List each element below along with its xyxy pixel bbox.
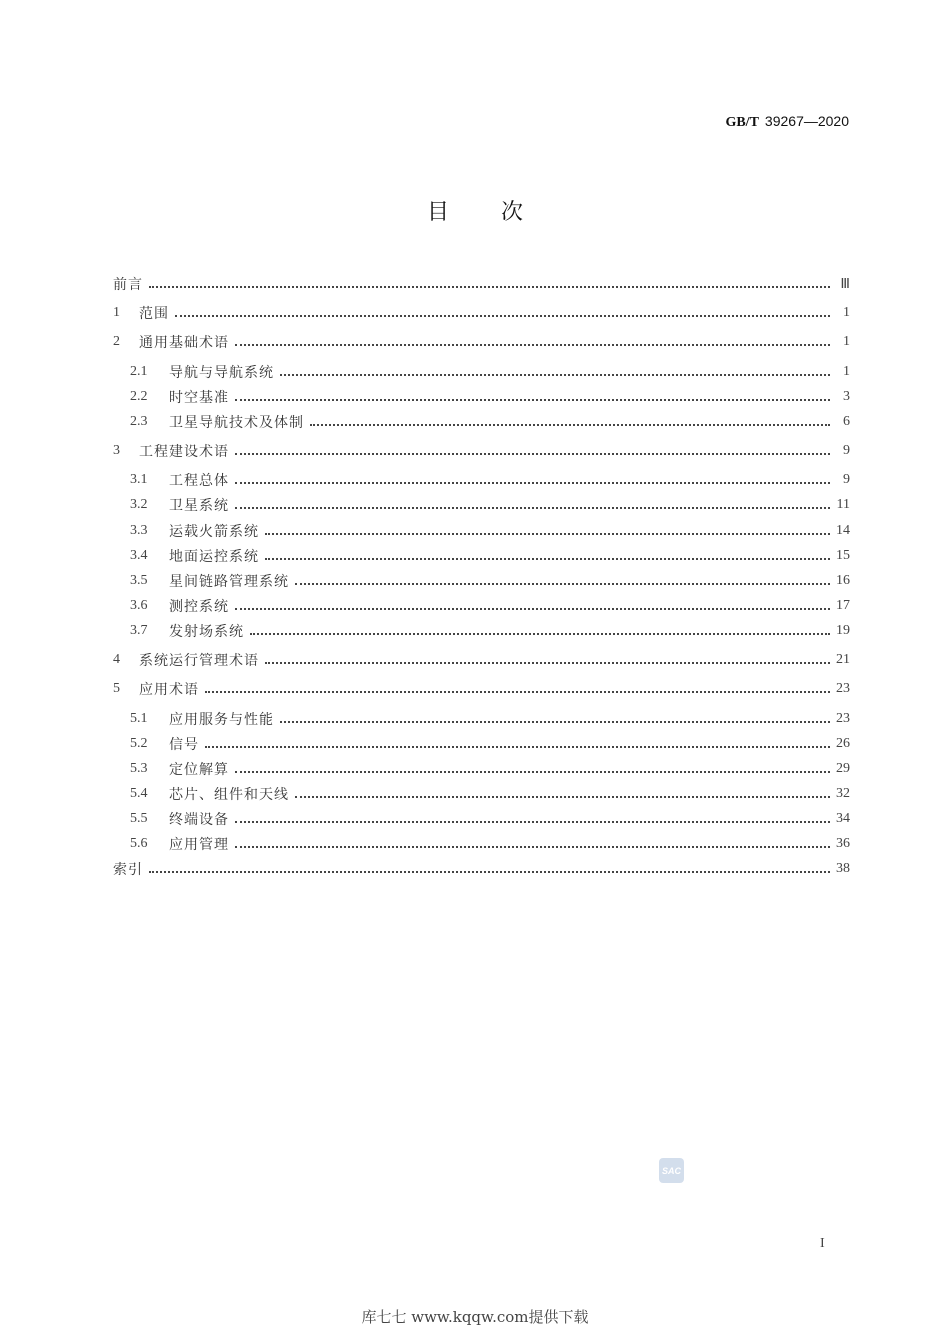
toc-entry-label: 工程建设术语	[139, 444, 229, 460]
toc-entry-number: 5.1	[130, 711, 148, 726]
toc-entry-page: 21	[836, 652, 850, 667]
toc-leader-dots	[235, 596, 830, 616]
toc-entry-label: 范围	[139, 306, 169, 322]
toc-leader-dots	[149, 274, 830, 294]
toc-entry-page: 9	[843, 443, 850, 458]
toc-entry-label: 地面运控系统	[169, 549, 259, 565]
toc-entry-page: 1	[843, 334, 850, 349]
toc-entry-number: 5.3	[130, 761, 148, 776]
toc-entry[interactable]	[130, 621, 850, 641]
toc-leader-dots	[235, 834, 830, 854]
toc-leader-dots	[265, 650, 830, 670]
toc-entry[interactable]	[113, 303, 850, 323]
toc-entry-number: 2.2	[130, 389, 148, 404]
toc-entry-page: Ⅲ	[840, 276, 850, 292]
standard-prefix: GB/T	[725, 115, 759, 130]
toc-leader-dots	[295, 784, 830, 804]
toc-entry-number: 3.3	[130, 523, 148, 538]
toc-entry[interactable]	[113, 332, 850, 352]
sac-logo-icon: SAC	[659, 1158, 684, 1183]
toc-leader-dots	[250, 621, 830, 641]
toc-leader-dots	[235, 332, 830, 352]
toc-entry[interactable]	[130, 521, 850, 541]
toc-entry[interactable]	[113, 274, 850, 294]
toc-entry-page: 16	[836, 573, 850, 588]
toc-entry-label: 星间链路管理系统	[169, 574, 289, 590]
toc-leader-dots	[235, 470, 830, 490]
toc-entry-label: 卫星导航技术及体制	[169, 415, 304, 431]
title-char-1: 目	[426, 200, 449, 225]
toc-entry[interactable]	[113, 441, 850, 461]
toc-entry[interactable]	[113, 650, 850, 670]
toc-entry-label: 系统运行管理术语	[139, 653, 259, 669]
toc-leader-dots	[280, 709, 830, 729]
toc-entry-number: 1	[113, 305, 120, 320]
toc-entry-label: 前言	[113, 277, 143, 293]
toc-entry-label: 终端设备	[169, 812, 229, 828]
toc-leader-dots	[265, 546, 830, 566]
toc-entry-number: 5	[113, 681, 120, 696]
toc-leader-dots	[205, 734, 830, 754]
toc-entry-number: 3.5	[130, 573, 148, 588]
toc-entry[interactable]	[130, 546, 850, 566]
page-number: I	[820, 1236, 825, 1251]
toc-entry-label: 应用管理	[169, 837, 229, 853]
toc-entry-label: 应用服务与性能	[169, 712, 274, 728]
toc-entry-number: 3	[113, 443, 120, 458]
toc-entry-label: 芯片、组件和天线	[169, 787, 289, 803]
toc-entry-number: 5.6	[130, 836, 148, 851]
toc-leader-dots	[295, 571, 830, 591]
toc-entry-label: 发射场系统	[169, 624, 244, 640]
toc-entry-number: 5.4	[130, 786, 148, 801]
toc-entry[interactable]	[130, 734, 850, 754]
toc-leader-dots	[235, 495, 830, 515]
toc-entry[interactable]	[113, 679, 850, 699]
toc-entry-label: 索引	[113, 862, 143, 878]
toc-entry-page: 14	[836, 523, 850, 538]
toc-leader-dots	[205, 679, 830, 699]
toc-entry-label: 时空基准	[169, 390, 229, 406]
toc-entry[interactable]	[130, 571, 850, 591]
toc-leader-dots	[265, 521, 830, 541]
toc-leader-dots	[280, 362, 830, 382]
footer-download-note: 库七七 www.kqqw.com提供下载	[361, 1308, 589, 1326]
toc-entry[interactable]	[130, 362, 850, 382]
toc-entry[interactable]	[113, 859, 850, 879]
toc-entry[interactable]	[130, 809, 850, 829]
toc-entry[interactable]	[130, 596, 850, 616]
toc-entry-page: 29	[836, 761, 850, 776]
toc-entry-number: 5.2	[130, 736, 148, 751]
toc-entry-page: 32	[836, 786, 850, 801]
toc-entry-page: 34	[836, 811, 850, 826]
toc-entry[interactable]	[130, 387, 850, 407]
toc-entry-number: 3.4	[130, 548, 148, 563]
toc-entry-label: 卫星系统	[169, 498, 229, 514]
toc-entry-label: 测控系统	[169, 599, 229, 615]
toc-leader-dots	[310, 412, 830, 432]
toc-leader-dots	[149, 859, 830, 879]
toc-entry-page: 1	[843, 364, 850, 379]
toc-entry-label: 通用基础术语	[139, 335, 229, 351]
toc-entry-page: 6	[843, 414, 850, 429]
toc-entry-number: 3.7	[130, 623, 148, 638]
toc-entry-label: 定位解算	[169, 762, 229, 778]
toc-entry-number: 3.6	[130, 598, 148, 613]
toc-entry[interactable]	[130, 495, 850, 515]
toc-entry-page: 3	[843, 389, 850, 404]
toc-entry[interactable]	[130, 412, 850, 432]
toc-entry[interactable]	[130, 834, 850, 854]
toc-entry-number: 5.5	[130, 811, 148, 826]
toc-entry-page: 26	[836, 736, 850, 751]
standard-number: 39267—2020	[764, 113, 849, 129]
toc-entry-number: 2.1	[130, 364, 148, 379]
toc-entry-label: 工程总体	[169, 473, 229, 489]
toc-entry[interactable]	[130, 709, 850, 729]
toc-entry-page: 15	[836, 548, 850, 563]
toc-leader-dots	[175, 303, 830, 323]
toc-entry-page: 23	[836, 711, 850, 726]
toc-leader-dots	[235, 441, 830, 461]
toc-entry-page: 19	[836, 623, 850, 638]
toc-entry-label: 信号	[169, 737, 199, 753]
toc-entry-label: 运载火箭系统	[169, 524, 259, 540]
toc-entry-number: 3.1	[130, 472, 148, 487]
toc-entry-page: 1	[843, 305, 850, 320]
toc-entry-page: 23	[836, 681, 850, 696]
toc-entry-label: 导航与导航系统	[169, 365, 274, 381]
toc-leader-dots	[235, 809, 830, 829]
toc-entry-page: 9	[843, 472, 850, 487]
toc-entry-label: 应用术语	[139, 682, 199, 698]
page-title	[0, 195, 950, 226]
toc-entry-page: 11	[836, 497, 850, 512]
toc-entry-page: 38	[836, 861, 850, 876]
toc-entry-page: 36	[836, 836, 850, 851]
toc-entry-number: 2.3	[130, 414, 148, 429]
toc-entry-number: 4	[113, 652, 120, 667]
toc-entry[interactable]	[130, 470, 850, 490]
toc-leader-dots	[235, 759, 830, 779]
toc-entry[interactable]	[130, 784, 850, 804]
toc-leader-dots	[235, 387, 830, 407]
title-char-2: 次	[501, 200, 524, 225]
toc-entry-page: 17	[836, 598, 850, 613]
standard-id	[725, 113, 849, 131]
toc-entry-number: 2	[113, 334, 120, 349]
toc-entry[interactable]	[130, 759, 850, 779]
toc-entry-number: 3.2	[130, 497, 148, 512]
